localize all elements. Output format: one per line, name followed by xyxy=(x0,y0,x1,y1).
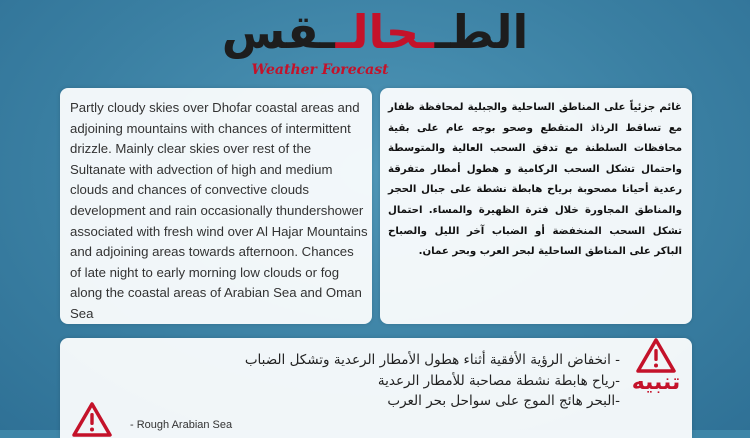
warning-item-english: - Rough Arabian Sea xyxy=(130,419,233,431)
page-subtitle-english: Weather Forecast xyxy=(251,62,389,78)
title-part-2: ـقس xyxy=(221,5,336,59)
forecast-card-english xyxy=(60,88,372,324)
warning-item: - انخفاض الرؤية الأفقية أثناء هطول الأمطار الرعدية وتشكل الضباب xyxy=(244,352,620,368)
title-accent: ـحالـ xyxy=(335,5,435,59)
title-part-1: الطـ xyxy=(434,5,529,59)
warning-triangle-icon-english xyxy=(72,402,112,438)
warning-label: تنبيه xyxy=(631,370,681,395)
warning-list-arabic xyxy=(244,350,620,412)
forecast-text-arabic: غائم جزئياً على المناطق الساحلية والجبلية لمحافظة ظفار مع تساقط الرذاذ المتقطع وصحو بوجه عام على بقية محافظات السلطنة مع تدفق السحب العالية والمتوسطة واحتمال تشكل السحب الركامية و هطول أمطار متفرقة رعدية أحيانا مصحوبة برياح هابطة نشطة على جبال الحجر والمناطق المجاورة خلال فترة الظهيرة والمساء. احتمال تشكل السحب المنخفضة أو الضباب آخر الليل والصباح الباكر على المناطق الساحلية لبحر العرب وبحر عمان. xyxy=(388,102,682,258)
page-title-arabic xyxy=(220,0,530,64)
forecast-text-english: Partly cloudy skies over Dhofar coastal areas and adjoining mountains with chances of intermittent drizzle. Mainly clear skies over rest of the Sultanate with advection of high and medium clouds and chances of convective clouds development and rain occasionally thundershower associated with fresh wind over Al Hajar Mountains and adjoining areas towards afternoon. Chances of late night to early morning low clouds or fog along the coastal areas of Arabian Sea and Oman Sea xyxy=(70,100,368,321)
header xyxy=(0,0,750,84)
warning-item: -رياح هابطة نشطة مصاحبة للأمطار الرعدية xyxy=(377,372,620,389)
warning-item: -البحر هائج الموج على سواحل بحر العرب xyxy=(387,393,620,409)
